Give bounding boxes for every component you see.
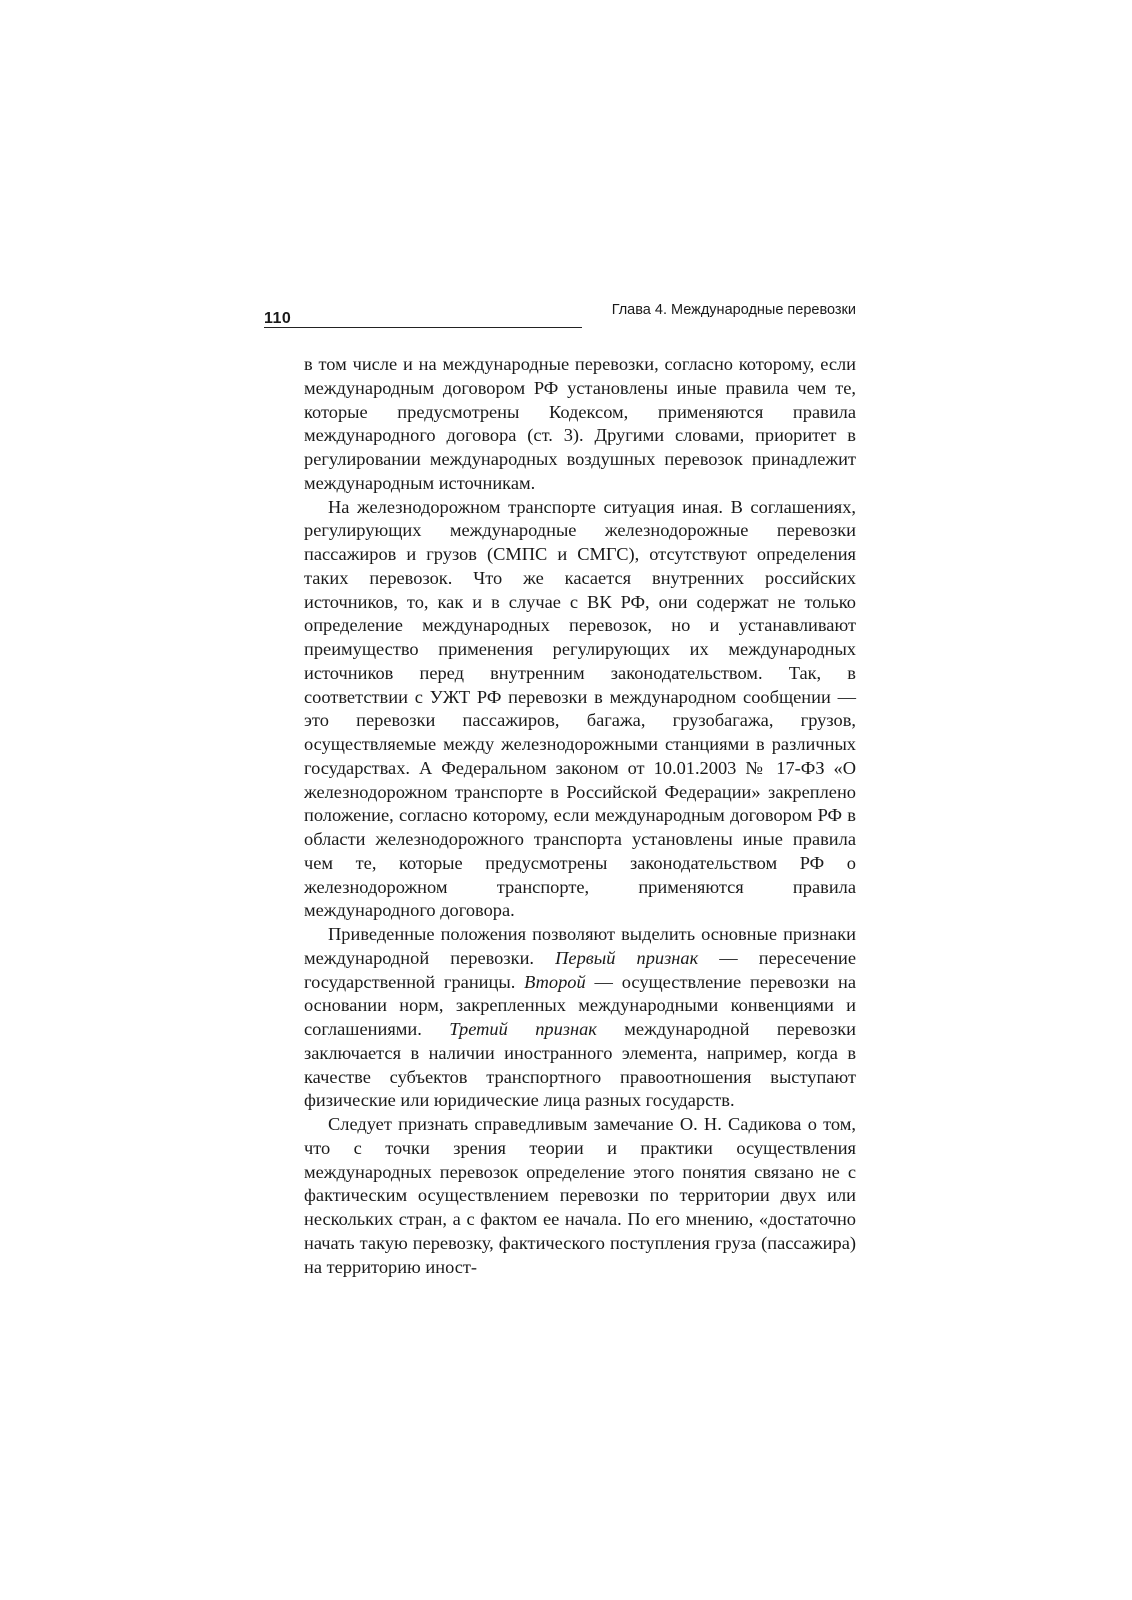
text-run: международной перевозки заключается в наличии иностранного элемента, например, когда в качестве субъектов транспортного правоотношения выступают физические или юридические лица разных государств.	[304, 1019, 856, 1111]
italic-term-third-criterion: Третий признак	[449, 1019, 597, 1039]
paragraph-continued: в том числе и на международные перевозки, согласно которому, если международным договором РФ установлены иные правила чем те, которые предусмотрены Кодексом, применяются правила международного договора (ст. 3). Другими словами, приоритет в регулировании международных воздушных перевозок принадлежит международным источникам.	[304, 354, 856, 493]
paragraph-sadikov: Следует признать справедливым замечание О. Н. Садикова о том, что с точки зрения теории и практики осуществления международных перевозок определение этого понятия связано не с фактическим осуществлением перевозки по территории двух или нескольких стран, а с фактом ее начала. По его мнению, «достаточно начать такую перевозку, фактического поступления груза (пассажира) на территорию иност-	[304, 1114, 856, 1277]
running-head	[264, 300, 856, 330]
chapter-title: Глава 4. Международные перевозки	[611, 302, 856, 318]
page-number: 110	[264, 310, 292, 327]
text-run: — осуществление перевозки на основании норм, закрепленных международными конвенциями и соглашениями.	[304, 971, 856, 1039]
italic-term-second: Второй	[524, 971, 586, 992]
paragraph-criteria	[304, 923, 856, 1113]
paragraph-railway: На железнодорожном транспорте ситуация иная. В соглашениях, регулирующих международные железнодорожные перевозки пассажиров и грузов (СМПС и СМГС), отсутствуют определения таких перевозок. Что же касается внутренних российских источников, то, как и в случае с ВК РФ, они содержат не только определение международных перевозок, но и устанавливают преимущество применения регулирующих их международных источников перед внутренним законодательством. Так, в соответствии с УЖТ РФ перевозки в международном сообщении — это перевозки пассажиров, багажа, грузобагажа, грузов, осуществляемые между железнодорожными станциями в различных государствах. А Федеральном законом от 10.01.2003 № 17-ФЗ «О железнодорожном транспорте в Российской Федерации» закреплено положение, согласно которому, если международным договором РФ в области железнодорожного транспорта установлены иные правила чем те, которые предусмотрены законодательством РФ о железнодорожном транспорте, применяются правила международного договора.	[304, 496, 856, 921]
header-rule	[264, 327, 582, 328]
text-run: — пересечение государственной границы.	[304, 947, 856, 992]
body-text	[304, 353, 856, 1279]
text-run: Приведенные положения позволяют выделить основные признаки международной перевозки.	[304, 924, 856, 968]
italic-term-first-criterion: Первый признак	[555, 947, 699, 968]
